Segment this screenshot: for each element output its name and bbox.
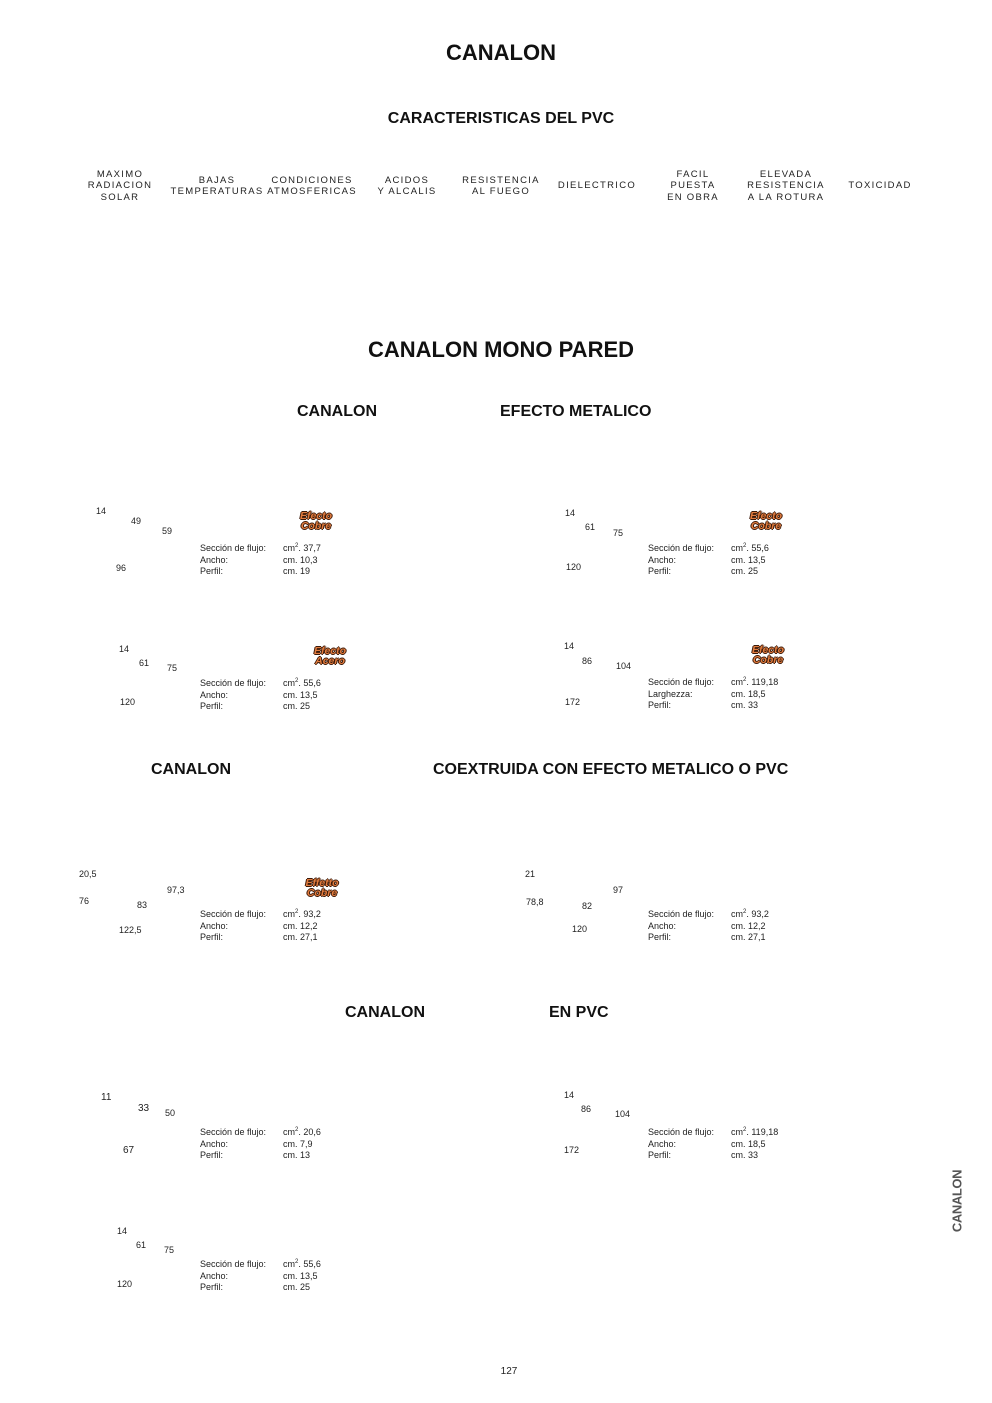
spec-label: Perfil:: [200, 566, 224, 576]
dimension-label: 61: [136, 1240, 147, 1250]
spec-label: Perfil:: [200, 932, 224, 942]
characteristic-line: TEMPERATURAS: [170, 186, 264, 197]
spec-label: Larghezza:: [648, 688, 693, 699]
characteristic-weather-conditions: [267, 168, 357, 204]
characteristic-break-resistance: [747, 168, 825, 204]
spec-row-flow-section: [200, 543, 321, 555]
dimension-label: 14: [117, 1226, 128, 1236]
finish-badge: [750, 511, 782, 531]
dimension-label: 104: [616, 661, 632, 671]
spec-label: Ancho:: [648, 920, 677, 931]
section-heading-left: CANALON: [297, 403, 377, 420]
finish-badge: [752, 645, 784, 665]
spec-value: [283, 543, 321, 555]
characteristic-line: DIELECTRICO: [557, 180, 637, 192]
spec-value: cm. 33: [731, 1150, 759, 1160]
spec-unit-exponent: 2: [743, 543, 747, 549]
spec-label: Ancho:: [200, 1138, 229, 1149]
spec-label: Sección de flujo:: [200, 1259, 267, 1269]
spec-unit: cm: [283, 1259, 295, 1269]
spec-unit: cm: [283, 543, 295, 553]
spec-value: cm. 25: [283, 1282, 311, 1292]
characteristic-line: CONDICIONES: [271, 174, 353, 186]
characteristic-solar-radiation: [88, 168, 152, 204]
page-title: CANALON: [446, 40, 556, 65]
dimension-label: 97,3: [167, 885, 185, 895]
dimension-label: 104: [615, 1109, 631, 1119]
section-heading-right: EFECTO METALICO: [500, 403, 652, 420]
section-heading-right: COEXTRUIDA CON EFECTO METALICO O PVC: [433, 761, 789, 778]
spec-table: [648, 543, 769, 578]
characteristic-acids-alkalis: [377, 168, 436, 204]
characteristic-toxicity: [848, 168, 911, 204]
characteristic-line: SOLAR: [100, 191, 140, 203]
spec-value: [731, 677, 778, 689]
badge-line: Efecto: [751, 644, 785, 656]
dimension-label: 61: [139, 658, 150, 668]
spec-row-profile: [648, 1150, 778, 1162]
spec-row-width: [648, 689, 778, 701]
spec-label: Ancho:: [648, 554, 677, 565]
spec-label: Perfil:: [648, 932, 672, 942]
section-heading-left: CANALON: [151, 761, 231, 778]
spec-row-flow-section: [648, 543, 769, 555]
dimension-label: 14: [564, 1090, 575, 1100]
spec-label: Perfil:: [200, 1282, 224, 1292]
spec-row-flow-section: [648, 677, 778, 689]
spec-label: Ancho:: [200, 1270, 229, 1281]
spec-number: . 55,6: [298, 1259, 321, 1269]
spec-value: cm. 13,5: [283, 689, 318, 700]
characteristic-line: RADIACION: [87, 180, 153, 192]
spec-value: [731, 543, 769, 555]
spec-value: [283, 1259, 321, 1271]
spec-unit-exponent: 2: [295, 543, 299, 549]
spec-value: cm. 19: [283, 566, 311, 576]
spec-row-profile: [200, 701, 321, 713]
dimension-label: 120: [566, 562, 582, 572]
mono-pared-heading: CANALON MONO PARED: [367, 337, 635, 362]
dimension-label: 14: [565, 508, 576, 518]
spec-value: cm. 27,1: [731, 932, 766, 942]
characteristics-heading: CARACTERISTICAS DEL PVC: [387, 110, 615, 127]
badge-line: Cobre: [750, 520, 782, 532]
dimension-label: 120: [572, 924, 588, 934]
badge-line: Effetto: [305, 877, 339, 889]
spec-label: Sección de flujo:: [200, 909, 267, 919]
spec-label: Sección de flujo:: [648, 1127, 715, 1137]
spec-label: Ancho:: [648, 1138, 677, 1149]
spec-label: Perfil:: [648, 566, 672, 576]
spec-unit-exponent: 2: [743, 677, 747, 683]
spec-table: [200, 909, 321, 944]
spec-row-width: [648, 555, 769, 567]
finish-badge: [305, 878, 338, 898]
characteristic-line: BAJAS: [198, 174, 236, 186]
dimension-label: 14: [564, 641, 575, 651]
spec-value: [731, 909, 769, 921]
spec-unit: cm: [283, 909, 295, 919]
characteristic-line: A LA ROTURA: [747, 191, 825, 203]
dimension-label: 172: [564, 1145, 580, 1155]
spec-table: [648, 1127, 778, 1162]
spec-unit: cm: [283, 678, 295, 688]
dimension-label: 75: [613, 528, 624, 538]
dimension-label: 97: [613, 885, 624, 895]
dimension-label: 14: [96, 506, 107, 516]
spec-label: Sección de flujo:: [648, 543, 715, 553]
spec-value: cm. 25: [283, 701, 311, 711]
spec-row-profile: [200, 566, 321, 578]
dimension-label: 86: [581, 1104, 592, 1114]
dimension-label: 50: [165, 1108, 176, 1118]
spec-row-flow-section: [200, 1259, 321, 1271]
dimension-label: 83: [137, 900, 148, 910]
characteristic-line: ELEVADA: [759, 168, 813, 180]
spec-value: cm. 13,5: [731, 554, 766, 565]
dimension-label: 11: [101, 1092, 112, 1103]
spec-table: [200, 1259, 321, 1294]
dimension-label: 120: [117, 1279, 133, 1289]
spec-row-flow-section: [200, 909, 321, 921]
dimension-label: 122,5: [119, 925, 142, 935]
dimension-label: 75: [164, 1245, 175, 1255]
spec-row-profile: [648, 566, 769, 578]
dimension-label: 172: [565, 697, 581, 707]
characteristic-low-temperatures: [170, 168, 263, 204]
dimension-label: 86: [582, 656, 593, 666]
page-number: 127: [500, 1366, 518, 1377]
spec-unit-exponent: 2: [295, 678, 299, 684]
spec-label: Sección de flujo:: [200, 543, 267, 553]
spec-table: [200, 678, 321, 713]
spec-row-width: [648, 1139, 778, 1151]
spec-row-profile: [648, 932, 769, 944]
spec-value: cm. 25: [731, 566, 759, 576]
characteristic-line: MAXIMO: [96, 168, 144, 180]
spec-label: Perfil:: [648, 1150, 672, 1160]
dimension-label: 33: [138, 1103, 150, 1114]
section-heading-left: CANALON: [345, 1004, 425, 1021]
spec-value: cm. 12,2: [283, 920, 318, 931]
characteristic-line: RESISTENCIA: [747, 180, 825, 192]
spec-label: Ancho:: [200, 554, 229, 565]
spec-row-flow-section: [200, 678, 321, 690]
spec-label: Sección de flujo:: [648, 909, 715, 919]
spec-row-width: [200, 555, 321, 567]
spec-table: [648, 909, 769, 944]
spec-number: . 55,6: [746, 543, 769, 553]
badge-line: Cobre: [300, 520, 332, 532]
spec-value: cm. 18,5: [731, 1138, 766, 1149]
spec-value: [731, 1127, 778, 1139]
badge-line: Efecto: [749, 510, 783, 522]
characteristic-line: ATMOSFERICAS: [267, 186, 357, 197]
spec-value: cm. 7,9: [283, 1138, 313, 1149]
finish-badge: [314, 646, 346, 666]
characteristic-line: RESISTENCIA: [462, 174, 540, 186]
spec-table: [648, 677, 778, 712]
spec-value: cm. 10,3: [283, 554, 318, 565]
characteristic-line: Y ALCALIS: [377, 186, 437, 197]
characteristic-fire-resistance: [462, 168, 540, 204]
characteristic-line: EN OBRA: [667, 191, 719, 203]
spec-value: cm. 13: [283, 1150, 311, 1160]
characteristic-line: FACIL: [676, 168, 710, 180]
spec-number: . 119,18: [746, 677, 779, 687]
badge-line: Acero: [315, 655, 345, 667]
spec-row-width: [200, 690, 321, 702]
spec-value: [283, 909, 321, 921]
spec-number: . 93,2: [746, 909, 769, 919]
dimension-label: 49: [131, 516, 142, 526]
spec-unit: cm: [731, 677, 743, 687]
spec-unit-exponent: 2: [295, 1127, 299, 1133]
dimension-label: 76: [79, 896, 90, 906]
characteristic-line: PUESTA: [670, 180, 716, 192]
spec-row-flow-section: [648, 909, 769, 921]
spec-number: . 37,7: [298, 543, 321, 553]
spec-row-profile: [648, 700, 778, 712]
dimension-label: 75: [167, 663, 178, 673]
dimension-label: 96: [116, 563, 127, 573]
spec-number: . 93,2: [298, 909, 321, 919]
dimension-label: 67: [123, 1145, 135, 1156]
spec-label: Sección de flujo:: [200, 678, 267, 688]
spec-label: Ancho:: [200, 920, 229, 931]
spec-label: Perfil:: [648, 700, 672, 710]
spec-row-width: [648, 921, 769, 933]
spec-value: cm. 13,5: [283, 1270, 318, 1281]
dimension-label: 61: [585, 522, 596, 532]
spec-value: cm. 18,5: [731, 688, 766, 699]
section-heading-right: EN PVC: [549, 1004, 609, 1021]
characteristic-easy-install: [667, 168, 719, 204]
spec-unit: cm: [731, 543, 743, 553]
badge-line: Cobre: [752, 654, 784, 666]
side-section-label: CANALON: [949, 1169, 965, 1233]
dimension-label: 20,5: [79, 869, 97, 879]
characteristic-line: AL FUEGO: [471, 186, 531, 197]
spec-label: Sección de flujo:: [648, 677, 715, 687]
spec-unit-exponent: 2: [743, 1127, 747, 1133]
spec-row-profile: [200, 1282, 321, 1294]
badge-line: Efecto: [313, 645, 347, 657]
characteristic-dielectric: [558, 168, 636, 204]
badge-line: Efecto: [299, 510, 333, 522]
spec-unit-exponent: 2: [743, 909, 747, 915]
spec-label: Perfil:: [200, 1150, 224, 1160]
spec-label: Ancho:: [200, 689, 229, 700]
spec-row-width: [200, 921, 321, 933]
spec-label: Sección de flujo:: [200, 1127, 267, 1137]
dimension-label: 82: [582, 901, 593, 911]
spec-row-width: [200, 1139, 321, 1151]
spec-row-profile: [200, 1150, 321, 1162]
spec-number: . 20,6: [298, 1127, 321, 1137]
spec-value: cm. 33: [731, 700, 759, 710]
spec-table: [200, 543, 321, 578]
spec-number: . 119,18: [746, 1127, 779, 1137]
dimension-label: 59: [162, 526, 173, 536]
characteristic-line: TOXICIDAD: [848, 180, 912, 192]
spec-unit-exponent: 2: [295, 909, 299, 915]
spec-unit: cm: [731, 1127, 743, 1137]
spec-row-profile: [200, 932, 321, 944]
badge-line: Cobre: [306, 887, 338, 899]
spec-table: [200, 1127, 321, 1162]
dimension-label: 78,8: [526, 897, 544, 907]
characteristic-line: ACIDOS: [384, 174, 430, 186]
spec-label: Perfil:: [200, 701, 224, 711]
spec-unit-exponent: 2: [295, 1259, 299, 1265]
spec-row-flow-section: [200, 1127, 321, 1139]
spec-value: [283, 1127, 321, 1139]
finish-badge: [300, 511, 332, 531]
dimension-label: 14: [119, 644, 130, 654]
spec-value: cm. 27,1: [283, 932, 318, 942]
spec-number: . 55,6: [298, 678, 321, 688]
spec-unit: cm: [731, 909, 743, 919]
spec-unit: cm: [283, 1127, 295, 1137]
spec-value: [283, 678, 321, 690]
spec-row-flow-section: [648, 1127, 778, 1139]
spec-value: cm. 12,2: [731, 920, 766, 931]
dimension-label: 120: [120, 697, 136, 707]
dimension-label: 21: [525, 869, 536, 879]
spec-row-width: [200, 1271, 321, 1283]
